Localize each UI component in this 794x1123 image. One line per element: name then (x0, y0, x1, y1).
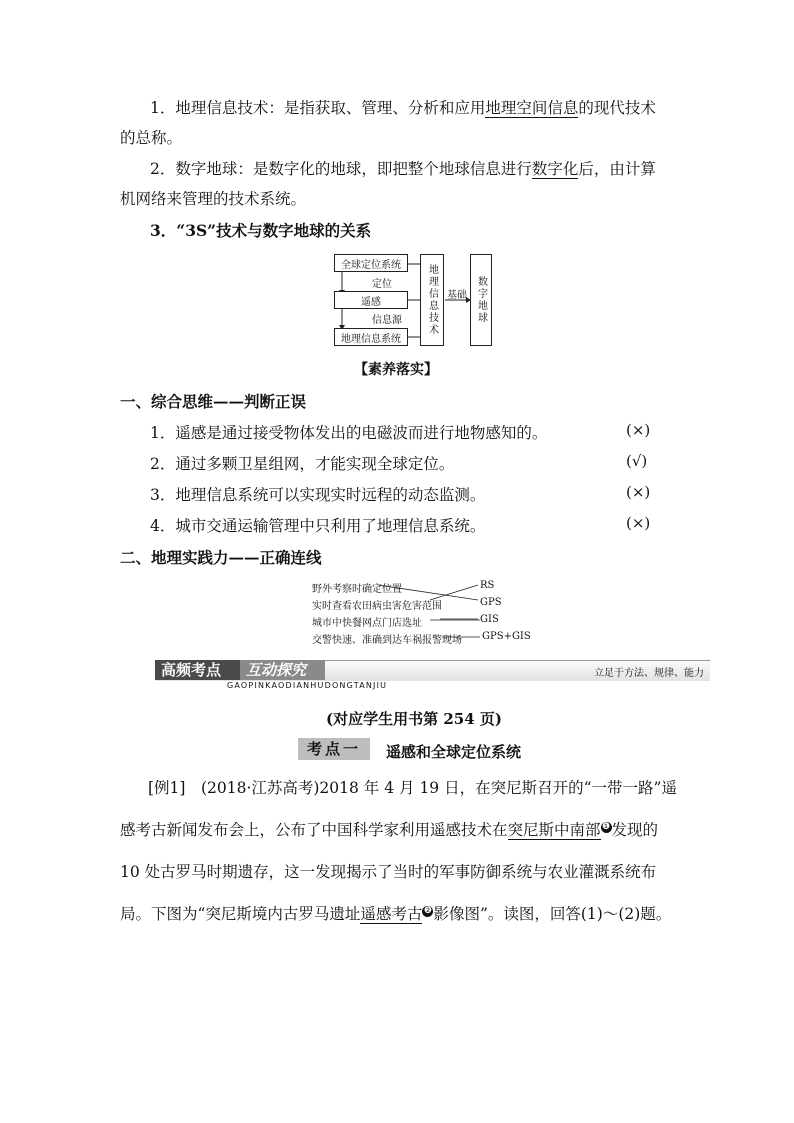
kaodian-label: 考点一 (298, 738, 370, 760)
definition-1-line1 (150, 96, 656, 118)
page-reference: (对应学生用书第 254 页) (326, 710, 502, 728)
match-left-3: 城市中快餐网点门店选址 (312, 618, 422, 629)
match-right-3: GIS (480, 614, 499, 625)
judge-item-2: 2．通过多颗卫星组网，才能实现全球定位。 (150, 455, 455, 473)
judge-mark-1: (×) (626, 421, 651, 439)
example-keyword-remote: 遥感考古 (360, 905, 423, 923)
definition-2-line1 (150, 157, 656, 179)
example-line-4-text: 局。下图为“突尼斯境内古罗马遗址 (120, 905, 361, 923)
judge-item-1: 1．遥感是通过接受物体发出的电磁波而进行地物感知的。 (150, 424, 548, 442)
example-keyword-region: 突尼斯中南部 (507, 821, 601, 839)
note-marker-2: ❷ (423, 905, 432, 916)
match-left-4: 交警快速、准确到达车祸报警现场 (312, 635, 462, 646)
matching-dash-lines (430, 612, 482, 642)
banner-title-b: 互动探究 (240, 660, 325, 680)
example-line-2-text: 感考古新闻发布会上，公布了中国科学家利用遥感技术在 (120, 821, 508, 839)
gis-box: 地理信息系统 (334, 328, 408, 346)
judge-heading: 一、综合思维——判断正误 (120, 392, 307, 411)
match-right-1: RS (480, 580, 495, 591)
rs-box: 遥感 (334, 291, 408, 309)
banner-title-a: 高频考点 (155, 660, 240, 680)
example-line-3: 10 处古罗马时期遗存，这一发现揭示了当时的军事防御系统与农业灌溉系统布 (120, 863, 657, 881)
banner-pinyin: GAOPINKAODIANHUDONGTANJIU (227, 681, 388, 690)
match-right-4: GPS+GIS (482, 631, 531, 642)
definition-1-line2: 的总称。 (120, 129, 183, 147)
judge-mark-4: (×) (626, 514, 651, 532)
example-line-1: [例1] (2018·江苏高考)2018 年 4 月 19 日，在突尼斯召开的“一带一路”遥 (148, 779, 677, 797)
definition-2-tail: 后，由计算 (578, 160, 656, 178)
section-banner (155, 660, 710, 690)
judge-item-3: 3．地理信息系统可以实现实时远程的动态监测。 (150, 486, 486, 504)
gis-tech-box: 地理信息技术 (420, 254, 444, 346)
definition-2-keyword: 数字化 (531, 160, 579, 178)
match-left-2: 实时查看农田病虫害危害范围 (312, 601, 442, 612)
gps-box: 全球定位系统 (334, 254, 408, 272)
edge-info-label: 信息源 (372, 315, 402, 326)
definition-3-heading: 3．“3S”技术与数字地球的关系 (150, 221, 372, 240)
example-line-4 (120, 902, 671, 924)
practice-heading: 二、地理实践力——正确连线 (120, 548, 322, 567)
definition-1-text: 1．地理信息技术：是指获取、管理、分析和应用 (150, 99, 486, 117)
definition-2-line2: 机网络来管理的技术系统。 (120, 190, 307, 208)
banner-slogan: 立足于方法、规律、能力 (594, 668, 704, 679)
match-right-2: GPS (480, 597, 502, 608)
edge-locate-label: 定位 (372, 279, 392, 290)
digital-earth-box: 数字地球 (470, 254, 492, 346)
judge-mark-2: (√) (626, 452, 648, 470)
judge-item-4: 4．城市交通运输管理中只利用了地理信息系统。 (150, 517, 486, 535)
edge-base-label: 基础 (447, 290, 467, 301)
section-label: 【素养落实】 (354, 362, 438, 378)
definition-1-keyword: 地理空间信息 (485, 99, 579, 117)
note-marker-1: ❶ (601, 821, 611, 832)
kaodian-title: 遥感和全球定位系统 (386, 743, 522, 761)
definition-2-text: 2．数字地球：是数字化的地球，即把整个地球信息进行 (150, 160, 532, 178)
judge-mark-3: (×) (626, 483, 651, 501)
match-left-1: 野外考察时确定位置 (312, 584, 402, 595)
example-line-4-tail: 影像图”。读图，回答(1)～(2)题。 (433, 905, 672, 923)
example-line-2-tail: 发现的 (611, 821, 659, 839)
example-line-2 (120, 818, 658, 840)
definition-1-tail: 的现代技术 (578, 99, 656, 117)
